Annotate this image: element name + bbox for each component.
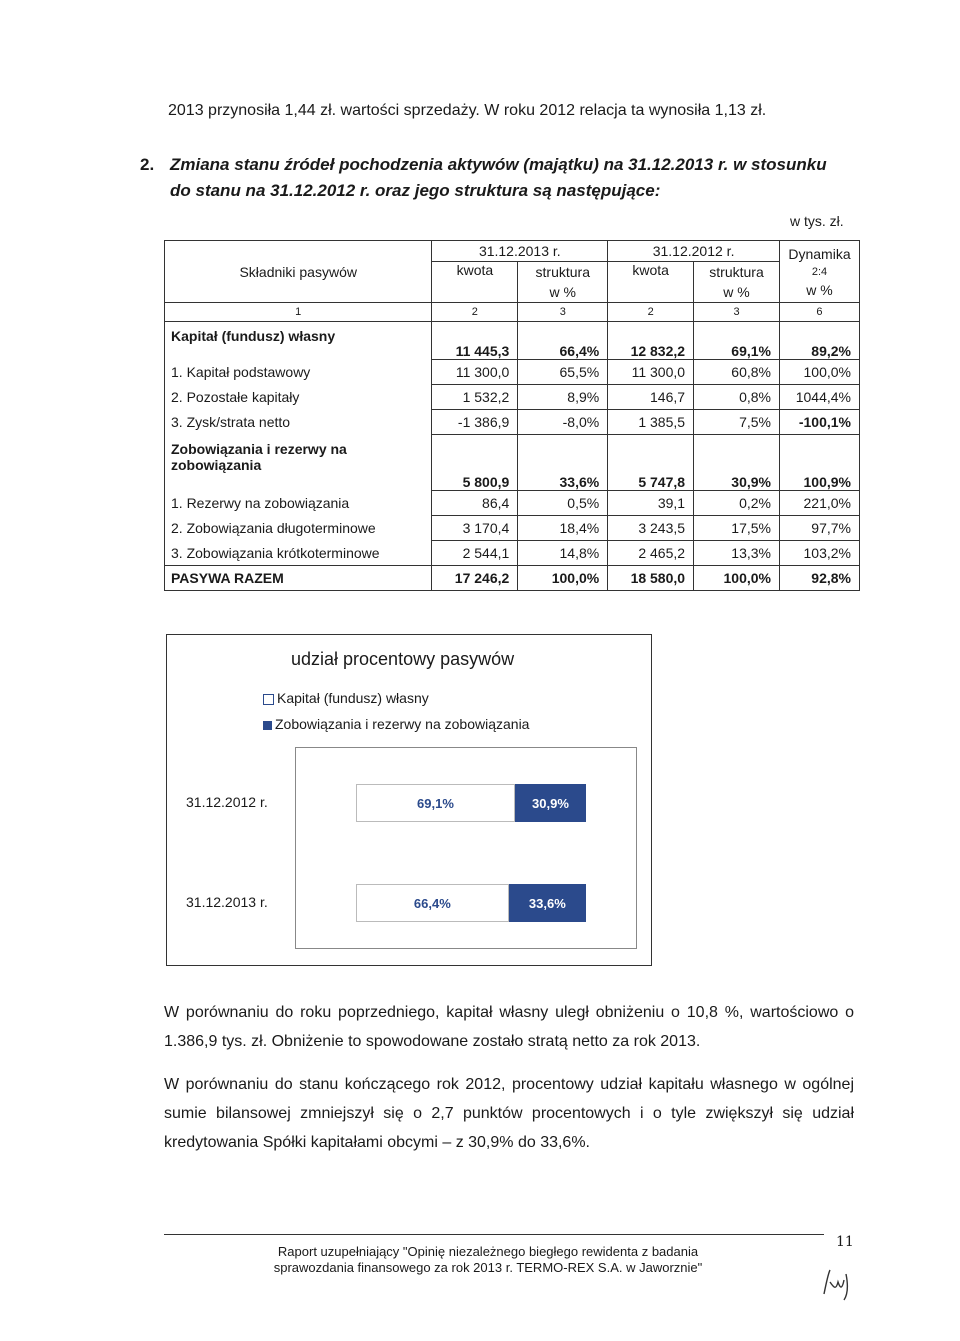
row-value: 33,6% [518,435,608,491]
chart-bar-segment: 66,4% [356,884,509,922]
header-amount-2012: kwota [608,262,694,303]
row-value: 0,5% [518,491,608,516]
liabilities-table [164,240,860,591]
row-value: 100,0% [518,566,608,591]
header-period-2012: 31.12.2012 r. [608,241,780,262]
row-value: 3 243,5 [608,516,694,541]
header-dynamics [779,241,859,303]
row-label: 3. Zobowiązania krótkoterminowe [165,541,432,566]
legend-item-equity [263,685,529,711]
paragraph-2: W porównaniu do stanu kończącego rok 2012, procentowy udział kapitału własnego w ogólnej sumie bilansowej zmniejszył się o 2,7 punktów procentowych i o tyle zwiększył się udział kredytowania Spółki kapitałami obcymi – z 30,9% do 33,6%. [164,1076,854,1151]
row-value: 1044,4% [779,385,859,410]
chart-category-label: 31.12.2012 r. [186,794,268,810]
row-value: -8,0% [518,410,608,435]
row-value: 13,3% [694,541,780,566]
row-value: 0,8% [694,385,780,410]
chart-title: udział procentowy pasywów [291,649,515,669]
row-value: 146,7 [608,385,694,410]
row-value: -100,1% [779,410,859,435]
index-cell: 2 [432,303,518,322]
row-value: 97,7% [779,516,859,541]
row-value: 5 747,8 [608,435,694,491]
structure-chart [166,634,652,966]
header-period-2013: 31.12.2013 r. [432,241,608,262]
row-value: 18,4% [518,516,608,541]
row-value: 65,5% [518,360,608,385]
row-value: 2 544,1 [432,541,518,566]
row-value: 1 385,5 [608,410,694,435]
row-value: 30,9% [694,435,780,491]
header-dynamics-unit: w % [806,281,833,298]
page-number: 11 [836,1234,854,1250]
header-components: Składniki pasywów [165,241,432,303]
row-label: 1. Rezerwy na zobowiązania [165,491,432,516]
index-cell: 6 [779,303,859,322]
row-value: 69,1% [694,322,780,360]
chart-legend [263,685,529,737]
row-value: 7,5% [694,410,780,435]
table-row [165,566,860,591]
unit-note: w tys. zł. [790,213,844,229]
table-row [165,410,860,435]
footer-note [248,1244,728,1276]
index-cell: 3 [694,303,780,322]
legend-label-equity: Kapitał (fundusz) własny [277,690,429,706]
table-row [165,435,860,491]
row-value: 14,8% [518,541,608,566]
row-value: 100,0% [694,566,780,591]
table-row [165,541,860,566]
row-value: 2 465,2 [608,541,694,566]
header-structure-2012: struktura [694,262,780,283]
table-row [165,360,860,385]
row-value: 3 170,4 [432,516,518,541]
row-label: 3. Zysk/strata netto [165,410,432,435]
chart-bar-segment: 30,9% [515,784,586,822]
row-label: 2. Pozostałe kapitały [165,385,432,410]
legend-label-liabilities: Zobowiązania i rezerwy na zobowiązania [275,716,530,732]
row-value: 11 300,0 [432,360,518,385]
header-dynamics-label: Dynamika [788,245,851,262]
row-value: 0,2% [694,491,780,516]
paragraph-1: W porównaniu do roku poprzedniego, kapitał własny uległ obniżeniu o 10,8 %, wartościowo o 1.386,9 tys. zł. Obniżenie to spowodowane zostało stratą netto za rok 2013. [164,1004,854,1050]
header-structure-2012-unit: w % [694,282,780,303]
index-cell: 1 [165,303,432,322]
legend-swatch-equity [263,694,274,705]
row-value: 89,2% [779,322,859,360]
row-label: 2. Zobowiązania długoterminowe [165,516,432,541]
chart-category-label: 31.12.2013 r. [186,894,268,910]
header-structure-2013: struktura [518,262,608,283]
header-structure-2013-unit: w % [518,282,608,303]
row-value: 221,0% [779,491,859,516]
row-value: 11 300,0 [608,360,694,385]
row-value: 103,2% [779,541,859,566]
handwritten-initials [818,1264,866,1304]
legend-item-liabilities [263,711,529,737]
table-row [165,491,860,516]
section-heading [140,152,860,204]
index-cell: 3 [518,303,608,322]
row-value: 17 246,2 [432,566,518,591]
row-value: 100,0% [779,360,859,385]
header-dynamics-formula: 2:4 [811,265,828,278]
row-value: 12 832,2 [608,322,694,360]
row-value: 17,5% [694,516,780,541]
index-cell: 2 [608,303,694,322]
intro-line: 2013 przynosiła 1,44 zł. wartości sprzedaży. W roku 2012 relacja ta wynosiła 1,13 zł. [168,102,767,119]
section-number: 2. [140,155,155,174]
section-title-line-1: Zmiana stanu źródeł pochodzenia aktywów (majątku) na 31.12.2013 r. w stosunku [170,155,827,174]
legend-swatch-liabilities [263,721,272,730]
row-value: 1 532,2 [432,385,518,410]
row-value: 18 580,0 [608,566,694,591]
row-label: Zobowiązania i rezerwy na zobowiązania [165,435,432,491]
row-value: 92,8% [779,566,859,591]
chart-plot-area [186,747,637,949]
chart-bar-segment: 69,1% [356,784,515,822]
row-value: 100,9% [779,435,859,491]
row-value: 86,4 [432,491,518,516]
row-value: 11 445,3 [432,322,518,360]
row-value: 39,1 [608,491,694,516]
footer-line-2: sprawozdania finansowego za rok 2013 r. TERMO-REX S.A. w Jaworznie" [273,1260,703,1275]
row-value: -1 386,9 [432,410,518,435]
chart-bar-segment: 33,6% [509,884,586,922]
row-label: 1. Kapitał podstawowy [165,360,432,385]
row-value: 5 800,9 [432,435,518,491]
row-value: 8,9% [518,385,608,410]
section-title-line-2: do stanu na 31.12.2012 r. oraz jego struktura są następujące: [170,181,661,200]
header-amount-2013: kwota [432,262,518,303]
table-row [165,516,860,541]
footer-divider [164,1234,824,1235]
row-label: PASYWA RAZEM [165,566,432,591]
row-value: 66,4% [518,322,608,360]
table-row [165,385,860,410]
table-row [165,322,860,360]
footer-line-1: Raport uzupełniający "Opinię niezależnego biegłego rewidenta z badania [277,1244,699,1259]
row-value: 60,8% [694,360,780,385]
row-label: Kapitał (fundusz) własny [165,322,432,360]
